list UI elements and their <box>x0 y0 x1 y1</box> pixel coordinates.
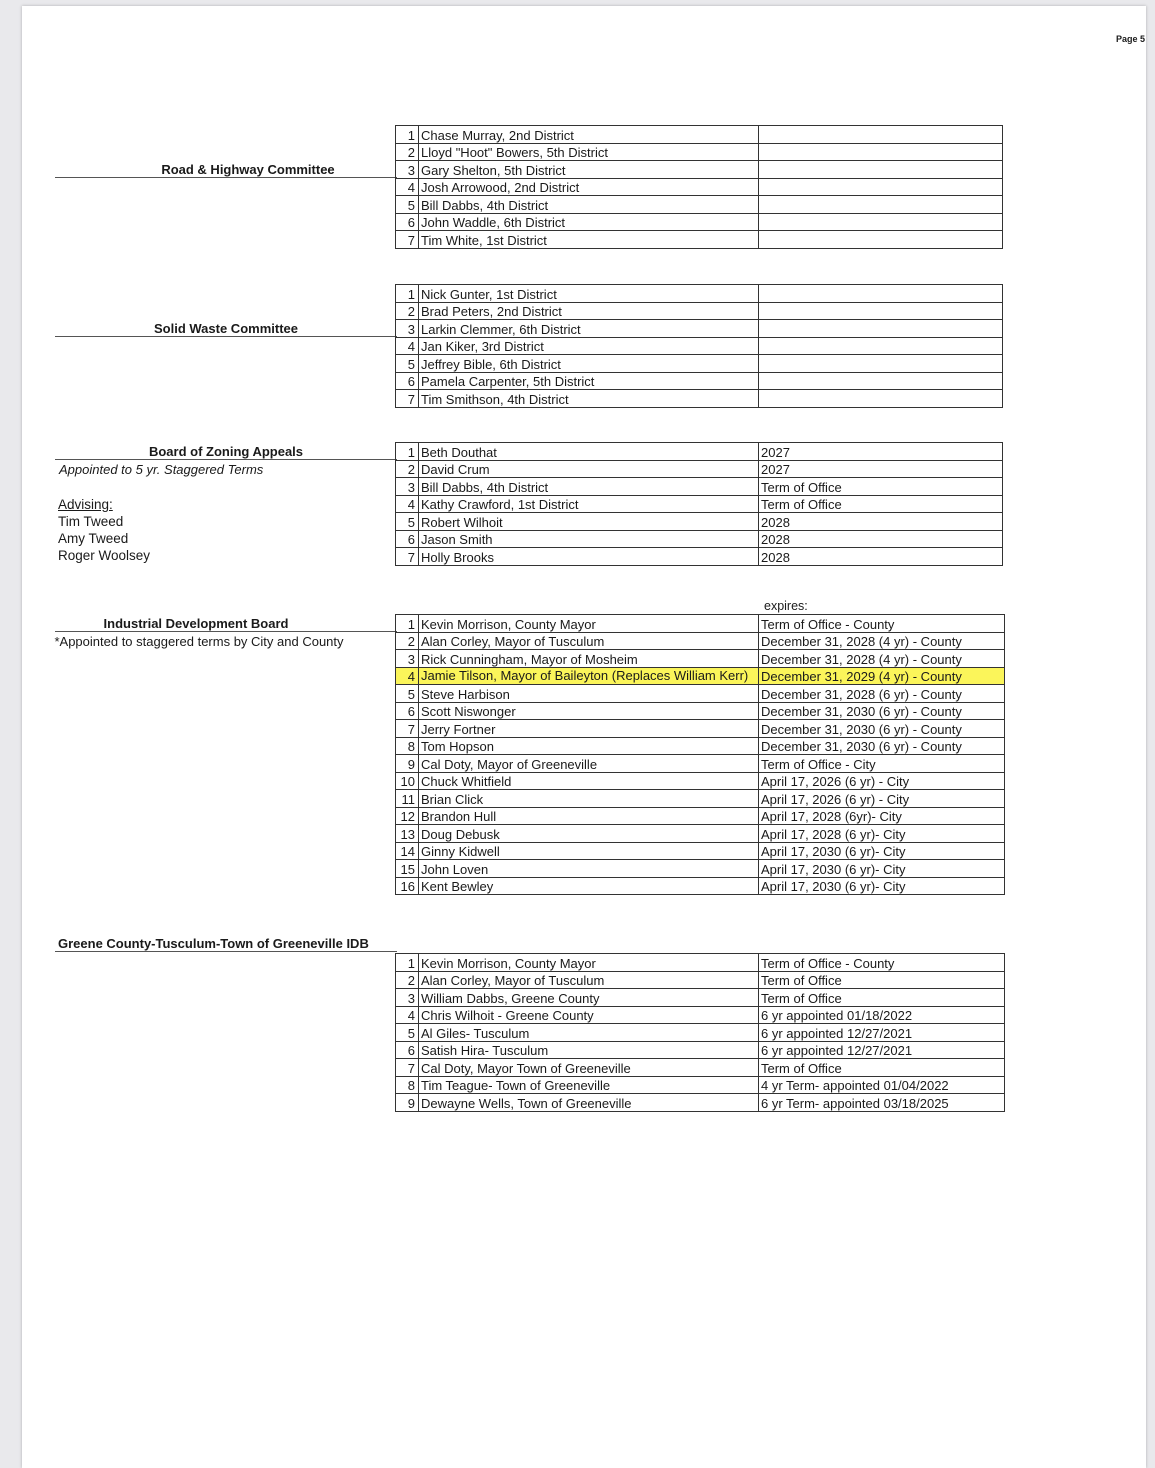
solid-waste-title: Solid Waste Committee <box>154 321 298 336</box>
row-number: 4 <box>396 495 419 513</box>
term-cell: April 17, 2030 (6 yr)- City <box>759 860 1005 878</box>
document-page <box>22 6 1146 1468</box>
table-row <box>396 355 1003 373</box>
row-number: 2 <box>396 971 419 989</box>
term-cell: Term of Office - County <box>759 954 1005 972</box>
term-cell: December 31, 2028 (6 yr) - County <box>759 685 1005 703</box>
member-name: Larkin Clemmer, 6th District <box>419 320 759 338</box>
term-cell: 6 yr Term- appointed 03/18/2025 <box>759 1094 1005 1112</box>
member-name: Steve Harbison <box>419 685 759 703</box>
member-name: Lloyd "Hoot" Bowers, 5th District <box>419 143 759 161</box>
table-row <box>396 302 1003 320</box>
row-number: 3 <box>396 478 419 496</box>
term-cell <box>759 178 1003 196</box>
row-number: 2 <box>396 302 419 320</box>
advisor-name: Tim Tweed <box>58 514 124 529</box>
term-cell <box>759 355 1003 373</box>
term-cell: December 31, 2029 (4 yr) - County <box>759 667 1005 685</box>
member-name: Jan Kiker, 3rd District <box>419 337 759 355</box>
idb-table <box>395 614 1005 895</box>
term-cell <box>759 196 1003 214</box>
table-row <box>396 178 1003 196</box>
table-row <box>396 213 1003 231</box>
row-number: 12 <box>396 807 419 825</box>
row-number: 4 <box>396 178 419 196</box>
table-row <box>396 1076 1005 1094</box>
member-name: Josh Arrowood, 2nd District <box>419 178 759 196</box>
zoning-rule <box>55 459 397 460</box>
term-cell: April 17, 2030 (6 yr)- City <box>759 842 1005 860</box>
term-cell: April 17, 2028 (6 yr)- City <box>759 825 1005 843</box>
table-row <box>396 720 1005 738</box>
member-name: Kathy Crawford, 1st District <box>419 495 759 513</box>
table-row <box>396 615 1005 633</box>
term-cell: April 17, 2026 (6 yr) - City <box>759 790 1005 808</box>
term-cell: December 31, 2028 (4 yr) - County <box>759 632 1005 650</box>
row-number: 14 <box>396 842 419 860</box>
idb-rule <box>55 631 397 632</box>
row-number: 5 <box>396 1024 419 1042</box>
table-row <box>396 478 1003 496</box>
road-highway-title: Road & Highway Committee <box>161 162 335 177</box>
member-name: Kevin Morrison, County Mayor <box>419 615 759 633</box>
term-cell <box>759 320 1003 338</box>
member-name: Kevin Morrison, County Mayor <box>419 954 759 972</box>
member-name: Brandon Hull <box>419 807 759 825</box>
row-number: 6 <box>396 530 419 548</box>
member-name: John Loven <box>419 860 759 878</box>
term-cell: Term of Office <box>759 989 1005 1007</box>
row-number: 7 <box>396 231 419 249</box>
term-cell: December 31, 2030 (6 yr) - County <box>759 720 1005 738</box>
zoning-table <box>395 442 1003 566</box>
member-name: Jamie Tilson, Mayor of Baileyton (Replaces William Kerr) <box>419 667 759 685</box>
row-number: 3 <box>396 161 419 179</box>
table-row <box>396 161 1003 179</box>
term-cell <box>759 390 1003 408</box>
member-name: David Crum <box>419 460 759 478</box>
row-number: 13 <box>396 825 419 843</box>
row-number: 5 <box>396 685 419 703</box>
gct-idb-title: Greene County-Tusculum-Town of Greeneville IDB <box>58 936 369 951</box>
gct-idb-table <box>395 953 1005 1112</box>
member-name: Doug Debusk <box>419 825 759 843</box>
term-cell <box>759 372 1003 390</box>
row-number: 16 <box>396 877 419 895</box>
term-cell: April 17, 2026 (6 yr) - City <box>759 772 1005 790</box>
table-row <box>396 1059 1005 1077</box>
table-row <box>396 231 1003 249</box>
row-number: 2 <box>396 460 419 478</box>
term-cell: 2028 <box>759 513 1003 531</box>
term-cell <box>759 143 1003 161</box>
member-name: Beth Douthat <box>419 443 759 461</box>
table-row <box>396 196 1003 214</box>
table-row <box>396 685 1005 703</box>
row-number: 9 <box>396 755 419 773</box>
row-number: 7 <box>396 1059 419 1077</box>
member-name: Jeffrey Bible, 6th District <box>419 355 759 373</box>
expires-label: expires: <box>764 599 808 613</box>
term-cell: Term of Office - City <box>759 755 1005 773</box>
advisor-name: Amy Tweed <box>58 531 129 546</box>
table-row <box>396 530 1003 548</box>
table-row <box>396 989 1005 1007</box>
row-number: 3 <box>396 650 419 668</box>
table-row <box>396 548 1003 566</box>
member-name: Bill Dabbs, 4th District <box>419 196 759 214</box>
member-name: Tom Hopson <box>419 737 759 755</box>
row-number: 2 <box>396 143 419 161</box>
table-row <box>396 790 1005 808</box>
member-name: Scott Niswonger <box>419 702 759 720</box>
row-number: 8 <box>396 737 419 755</box>
table-row <box>396 513 1003 531</box>
idb-title: Industrial Development Board <box>103 616 289 631</box>
term-cell: Term of Office <box>759 971 1005 989</box>
member-name: Rick Cunningham, Mayor of Mosheim <box>419 650 759 668</box>
term-cell: 4 yr Term- appointed 01/04/2022 <box>759 1076 1005 1094</box>
term-cell: April 17, 2030 (6 yr)- City <box>759 877 1005 895</box>
member-name: Satish Hira- Tusculum <box>419 1041 759 1059</box>
row-number: 4 <box>396 1006 419 1024</box>
member-name: Pamela Carpenter, 5th District <box>419 372 759 390</box>
table-row <box>396 443 1003 461</box>
member-name: William Dabbs, Greene County <box>419 989 759 1007</box>
term-cell: 6 yr appointed 12/27/2021 <box>759 1041 1005 1059</box>
member-name: Chuck Whitfield <box>419 772 759 790</box>
table-row <box>396 337 1003 355</box>
table-row <box>396 737 1005 755</box>
row-number: 6 <box>396 702 419 720</box>
term-cell <box>759 337 1003 355</box>
row-number: 9 <box>396 1094 419 1112</box>
row-number: 5 <box>396 196 419 214</box>
row-number: 6 <box>396 372 419 390</box>
advising-label: Advising: <box>58 497 113 512</box>
term-cell <box>759 213 1003 231</box>
row-number: 8 <box>396 1076 419 1094</box>
row-number: 1 <box>396 285 419 303</box>
term-cell: 6 yr appointed 12/27/2021 <box>759 1024 1005 1042</box>
table-row <box>396 772 1005 790</box>
row-number: 4 <box>396 667 419 685</box>
table-row <box>396 1006 1005 1024</box>
table-row <box>396 825 1005 843</box>
term-cell: 2027 <box>759 460 1003 478</box>
member-name: Alan Corley, Mayor of Tusculum <box>419 632 759 650</box>
gct-idb-rule <box>55 951 397 952</box>
zoning-title: Board of Zoning Appeals <box>148 444 304 459</box>
row-number: 7 <box>396 720 419 738</box>
row-number: 6 <box>396 1041 419 1059</box>
member-name: Brian Click <box>419 790 759 808</box>
idb-note: *Appointed to staggered terms by City and County <box>54 634 344 649</box>
row-number: 1 <box>396 126 419 144</box>
table-row <box>396 390 1003 408</box>
term-cell <box>759 302 1003 320</box>
row-number: 5 <box>396 513 419 531</box>
term-cell: Term of Office - County <box>759 615 1005 633</box>
table-row <box>396 143 1003 161</box>
term-cell: Term of Office <box>759 478 1003 496</box>
member-name: Al Giles- Tusculum <box>419 1024 759 1042</box>
page-number: Page 5 <box>1116 34 1146 44</box>
table-row <box>396 1024 1005 1042</box>
member-name: Holly Brooks <box>419 548 759 566</box>
table-row <box>396 702 1005 720</box>
term-cell: 2028 <box>759 548 1003 566</box>
solid-waste-table <box>395 284 1003 408</box>
table-row <box>396 650 1005 668</box>
table-row <box>396 954 1005 972</box>
table-row <box>396 877 1005 895</box>
road-highway-table <box>395 125 1003 249</box>
table-row <box>396 1041 1005 1059</box>
row-number: 6 <box>396 213 419 231</box>
row-number: 1 <box>396 443 419 461</box>
member-name: Tim Smithson, 4th District <box>419 390 759 408</box>
term-cell: Term of Office <box>759 1059 1005 1077</box>
term-cell: December 31, 2030 (6 yr) - County <box>759 737 1005 755</box>
row-number: 11 <box>396 790 419 808</box>
row-number: 7 <box>396 548 419 566</box>
term-cell: April 17, 2028 (6yr)- City <box>759 807 1005 825</box>
member-name: Nick Gunter, 1st District <box>419 285 759 303</box>
row-number: 7 <box>396 390 419 408</box>
term-cell: 2027 <box>759 443 1003 461</box>
member-name: John Waddle, 6th District <box>419 213 759 231</box>
table-row <box>396 667 1005 685</box>
member-name: Dewayne Wells, Town of Greeneville <box>419 1094 759 1112</box>
member-name: Bill Dabbs, 4th District <box>419 478 759 496</box>
zoning-subtitle: Appointed to 5 yr. Staggered Terms <box>59 462 264 477</box>
table-row <box>396 971 1005 989</box>
road-highway-rule <box>55 177 397 178</box>
table-row <box>396 320 1003 338</box>
term-cell: 6 yr appointed 01/18/2022 <box>759 1006 1005 1024</box>
member-name: Chase Murray, 2nd District <box>419 126 759 144</box>
member-name: Gary Shelton, 5th District <box>419 161 759 179</box>
member-name: Ginny Kidwell <box>419 842 759 860</box>
term-cell: December 31, 2028 (4 yr) - County <box>759 650 1005 668</box>
member-name: Chris Wilhoit - Greene County <box>419 1006 759 1024</box>
row-number: 10 <box>396 772 419 790</box>
term-cell <box>759 231 1003 249</box>
term-cell <box>759 161 1003 179</box>
member-name: Robert Wilhoit <box>419 513 759 531</box>
term-cell: December 31, 2030 (6 yr) - County <box>759 702 1005 720</box>
member-name: Kent Bewley <box>419 877 759 895</box>
table-row <box>396 755 1005 773</box>
solid-waste-rule <box>55 336 397 337</box>
table-row <box>396 807 1005 825</box>
table-row <box>396 860 1005 878</box>
term-cell: Term of Office <box>759 495 1003 513</box>
member-name: Jason Smith <box>419 530 759 548</box>
member-name: Cal Doty, Mayor Town of Greeneville <box>419 1059 759 1077</box>
row-number: 1 <box>396 954 419 972</box>
table-row <box>396 495 1003 513</box>
advisor-name: Roger Woolsey <box>58 548 151 563</box>
member-name: Brad Peters, 2nd District <box>419 302 759 320</box>
table-row <box>396 460 1003 478</box>
member-name: Jerry Fortner <box>419 720 759 738</box>
row-number: 15 <box>396 860 419 878</box>
term-cell: 2028 <box>759 530 1003 548</box>
table-row <box>396 372 1003 390</box>
term-cell <box>759 126 1003 144</box>
row-number: 4 <box>396 337 419 355</box>
table-row <box>396 126 1003 144</box>
table-row <box>396 1094 1005 1112</box>
member-name: Alan Corley, Mayor of Tusculum <box>419 971 759 989</box>
table-row <box>396 285 1003 303</box>
member-name: Tim White, 1st District <box>419 231 759 249</box>
member-name: Tim Teague- Town of Greeneville <box>419 1076 759 1094</box>
row-number: 2 <box>396 632 419 650</box>
row-number: 3 <box>396 989 419 1007</box>
table-row <box>396 842 1005 860</box>
term-cell <box>759 285 1003 303</box>
row-number: 1 <box>396 615 419 633</box>
table-row <box>396 632 1005 650</box>
member-name: Cal Doty, Mayor of Greeneville <box>419 755 759 773</box>
row-number: 5 <box>396 355 419 373</box>
row-number: 3 <box>396 320 419 338</box>
